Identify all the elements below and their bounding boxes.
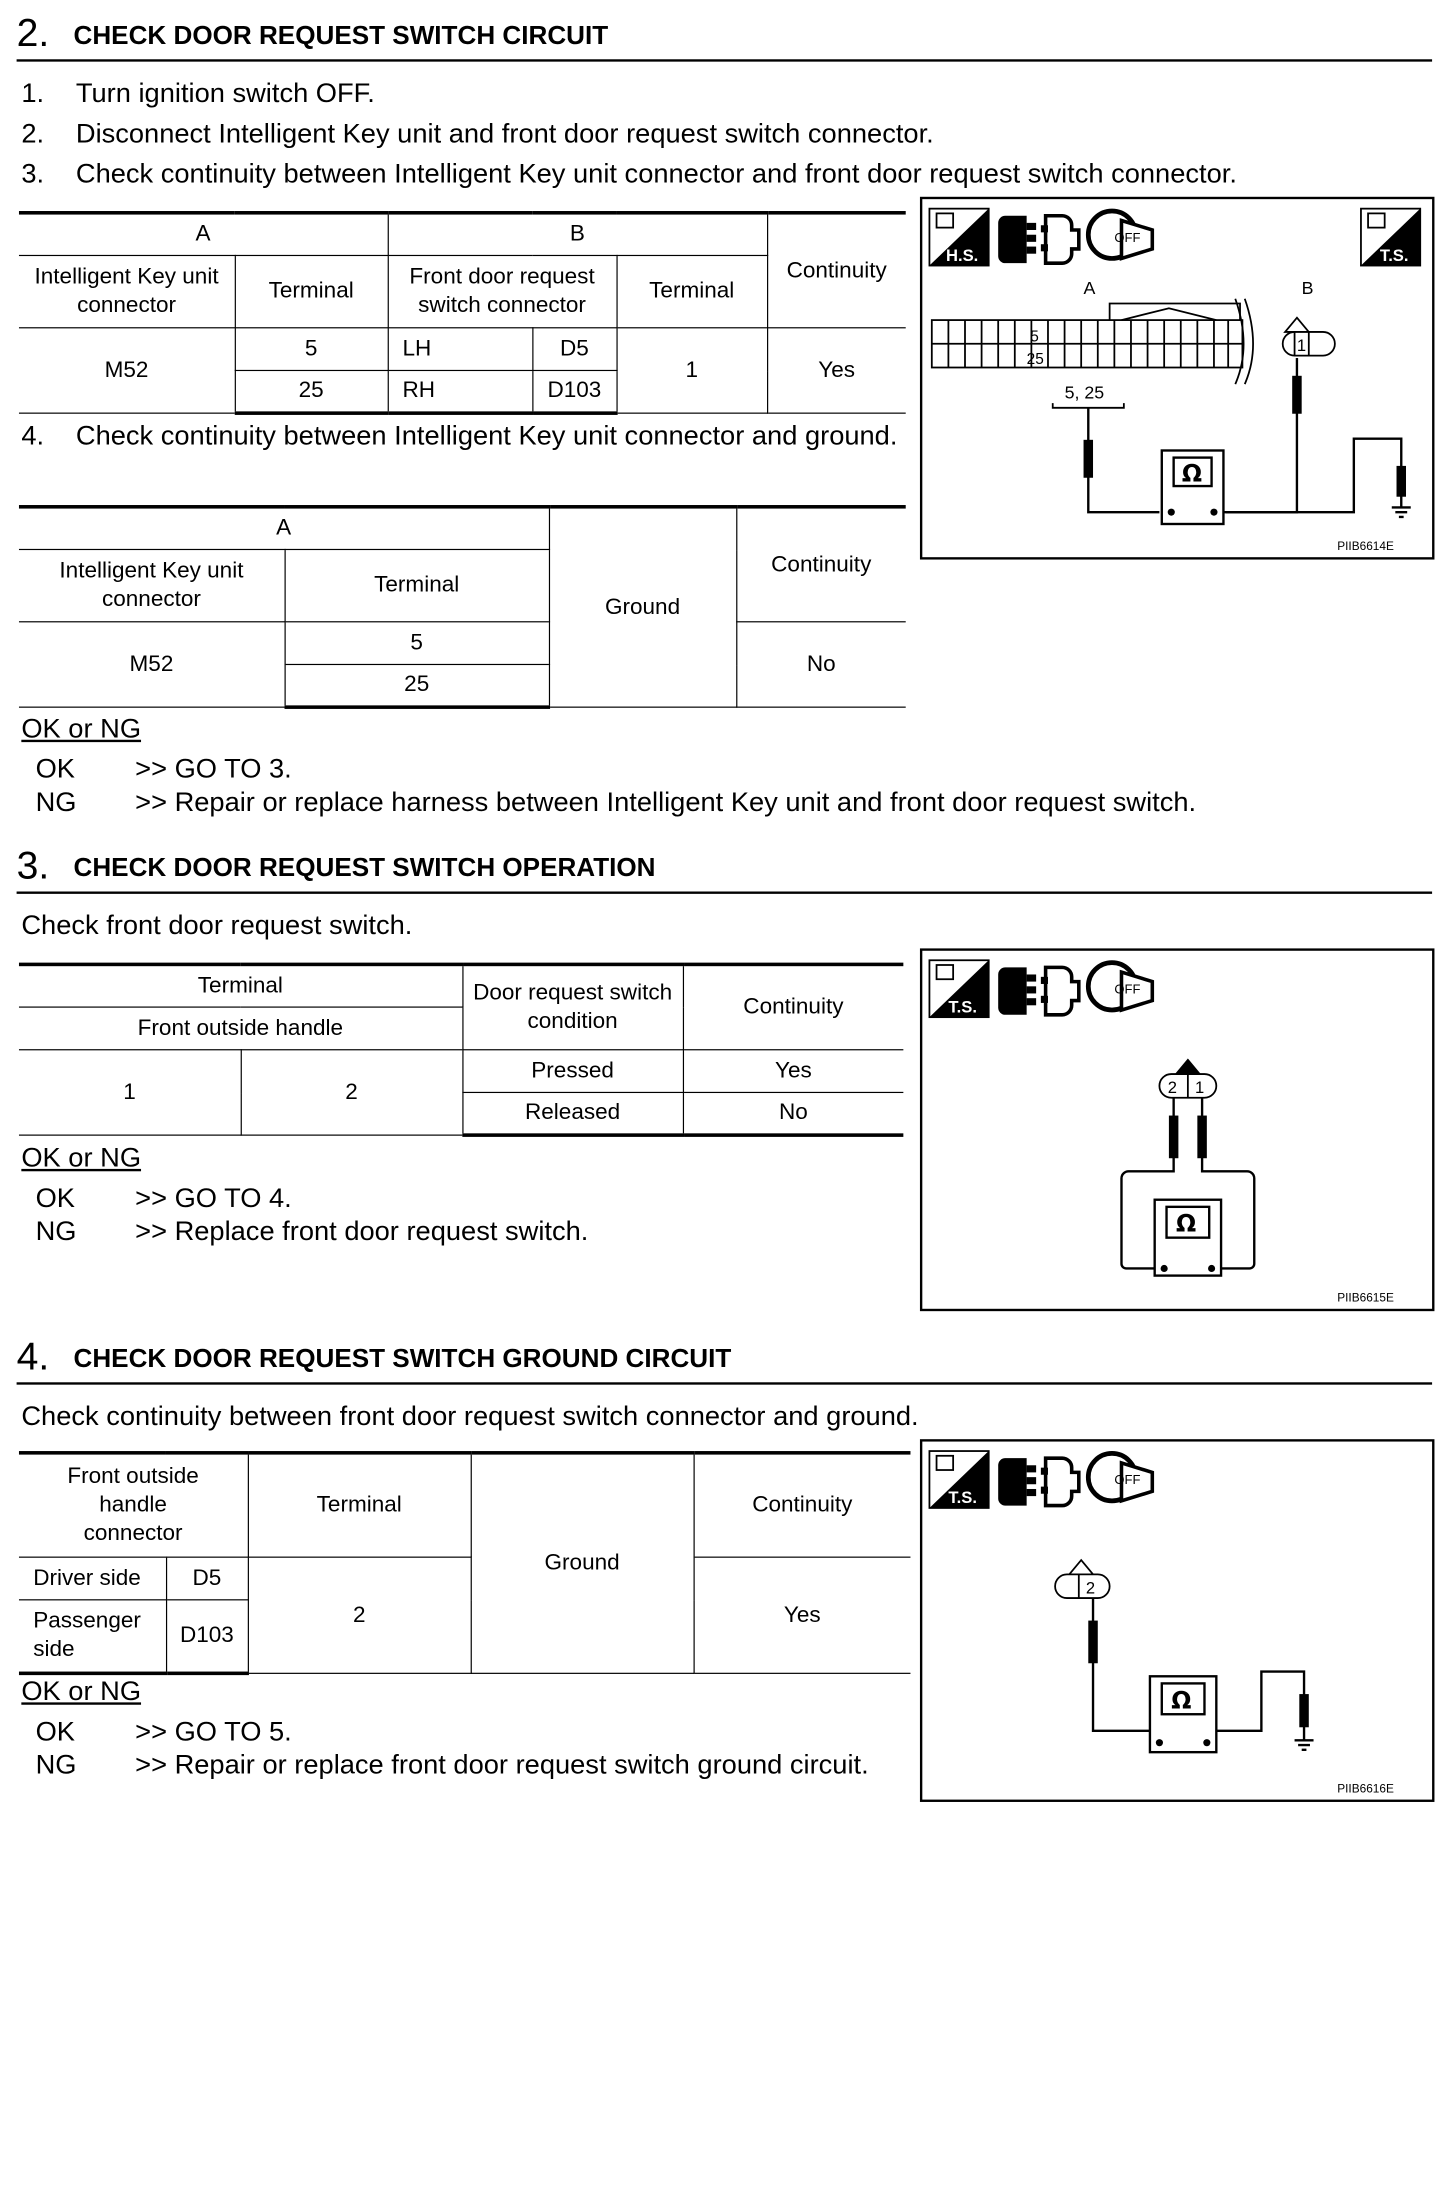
step-text: Check continuity between Intelligent Key unit connector and front door request switch connector. [75,157,1237,189]
connector-cell: M52 [19,622,285,707]
continuity-table-ground [19,505,906,709]
ok-key: OK [35,1715,75,1747]
ohmmeter [1162,450,1224,524]
header-front-connector: Front door request switch connector [388,255,617,327]
section-2-number: 2. [16,10,50,55]
ts-icon [929,1451,988,1508]
step-number: 2. [21,117,45,149]
ts-icon [929,960,988,1017]
header-ik-connector: Intelligent Key unit connector [19,255,235,327]
figure-code: PIIB6615E [1337,1290,1394,1305]
terminal-cell: 25 [285,664,549,707]
figure-1-svg [922,199,1432,557]
conn-cell: D103 [532,370,616,413]
header-a: A [19,507,549,550]
ng-key: NG [35,785,77,817]
ok-action: >> GO TO 4. [135,1181,292,1213]
header-terminal-b: Terminal [616,255,767,327]
section-4-number: 4. [16,1333,50,1378]
section-3-header [17,839,1432,894]
conn-cell: D5 [532,328,616,371]
header-condition: Door request switch condition [462,964,683,1049]
disconnect-icon [998,967,1079,1014]
off-label: OFF [1114,981,1141,997]
header-continuity: Continuity [694,1453,911,1557]
ng-action: >> Replace front door request switch. [135,1215,589,1246]
connector-cell: M52 [19,328,235,413]
pin-2: 2 [1085,1578,1096,1598]
result-cell: No [683,1092,904,1135]
header-ik-connector: Intelligent Key unit connector [19,549,285,621]
result-cell: Yes [767,328,906,413]
s3-ok-or-ng: OK or NG [21,1141,142,1173]
conn-cell: D5 [166,1557,248,1600]
figure-switch-operation [920,948,1435,1311]
side-cell: RH [388,370,533,413]
condition-cell: Released [462,1092,683,1135]
result-cell: Yes [694,1557,911,1673]
ok-action: >> GO TO 3. [135,752,292,784]
connector-a [932,299,1253,384]
wiring [1085,358,1411,517]
header-terminal: Terminal [248,1453,471,1557]
step-number: 1. [21,77,45,108]
terminal-cell: 5 [235,328,388,371]
ohm-symbol: Ω [1176,1209,1197,1238]
ohm-symbol: Ω [1171,1686,1192,1715]
off-label: OFF [1114,1472,1141,1488]
condition-cell: Pressed [462,1050,683,1093]
side-cell: LH [388,328,533,371]
ohm-symbol: Ω [1181,459,1203,488]
figure-3-svg [922,1442,1432,1800]
header-handle-connector: Front outside handle connector [19,1453,248,1557]
section-3-number: 3. [16,842,50,887]
pin-2: 2 [1167,1078,1177,1098]
ok-action: >> GO TO 5. [135,1715,292,1747]
section-2-title: CHECK DOOR REQUEST SWITCH CIRCUIT [73,20,609,50]
result-cell: No [736,622,906,707]
terminal-cell: 5 [285,622,549,665]
figure-code: PIIB6614E [1337,539,1394,554]
bracket [1053,403,1124,408]
header-continuity: Continuity [767,213,906,328]
section-4-header [17,1330,1432,1385]
connector-b [1283,318,1335,356]
terminal-cell: 25 [235,370,388,413]
header-continuity: Continuity [736,507,906,622]
terminal-b-cell: 1 [616,328,767,413]
side-cell: Passenger side [19,1600,166,1674]
figure-ground-circuit [920,1439,1435,1802]
ignition-off-icon [1088,1453,1152,1500]
step-number: 3. [21,157,45,189]
ground-circuit-table [19,1451,911,1675]
ng-action: >> Repair or replace front door request switch ground circuit. [135,1748,869,1780]
s3-intro: Check front door request switch. [21,909,413,941]
figure-2-svg [922,951,1432,1309]
section-2-header [17,7,1432,62]
ts-label: T.S. [948,997,977,1017]
ok-key: OK [35,752,75,784]
off-label: OFF [1114,229,1141,245]
ng-key: NG [35,1748,77,1780]
header-continuity: Continuity [683,964,904,1049]
ts-icon [1361,209,1420,266]
result-cell: Yes [683,1050,904,1093]
pin-label-25: 25 [1026,350,1044,368]
ground-cell: Ground [471,1453,694,1674]
hs-label: H.S. [946,245,979,265]
ohmmeter [1155,1200,1221,1276]
figure-continuity-check-ab [920,197,1435,560]
connector-b-pin: 1 [1296,335,1307,355]
step-text: Disconnect Intelligent Key unit and front door request switch connector. [75,117,934,149]
terminal-1-cell: 1 [19,1050,241,1135]
ok-key: OK [35,1181,75,1213]
ng-action: >> Repair or replace harness between Intelligent Key unit and front door request switch. [135,785,1197,817]
s4-intro: Check continuity between front door request switch connector and ground. [21,1400,919,1431]
side-cell: Driver side [19,1557,166,1600]
ground-cell: Ground [549,507,736,707]
header-a: A [19,213,388,256]
switch-operation-table [19,963,903,1137]
section-4-title: CHECK DOOR REQUEST SWITCH GROUND CIRCUIT [73,1343,732,1373]
header-front-outside-handle: Front outside handle [19,1007,462,1050]
conn-cell: D103 [166,1600,248,1674]
disconnect-icon [998,1458,1079,1505]
pin-1: 1 [1194,1078,1205,1098]
ohmmeter [1150,1676,1216,1752]
bracket-label: 5, 25 [1064,382,1105,403]
section-3-title: CHECK DOOR REQUEST SWITCH OPERATION [73,852,656,883]
ignition-off-icon [1088,211,1152,258]
label-a: A [1083,278,1096,299]
header-terminal: Terminal [19,964,462,1007]
ts-label: T.S. [1379,245,1409,265]
s4-ok-or-ng: OK or NG [21,1675,142,1706]
header-terminal: Terminal [285,549,549,621]
figure-code: PIIB6616E [1337,1781,1394,1796]
terminal-cell: 2 [248,1557,471,1673]
step-text: Turn ignition switch OFF. [75,77,375,108]
s2-ok-or-ng: OK or NG [21,712,142,744]
terminal-2-cell: 2 [241,1050,463,1135]
header-terminal: Terminal [235,255,388,327]
disconnect-icon [998,216,1079,263]
pin-label-5: 5 [1030,328,1039,346]
step-number: 4. [21,419,45,451]
ignition-off-icon [1088,963,1152,1010]
ng-key: NG [35,1215,77,1246]
hs-icon [929,209,988,266]
switch-connector [1055,1560,1110,1598]
step-text: Check continuity between Intelligent Key unit connector and ground. [75,419,898,451]
ts-label: T.S. [948,1488,977,1508]
header-b: B [388,213,767,256]
label-b: B [1301,278,1314,299]
continuity-table-a-b [19,211,906,415]
